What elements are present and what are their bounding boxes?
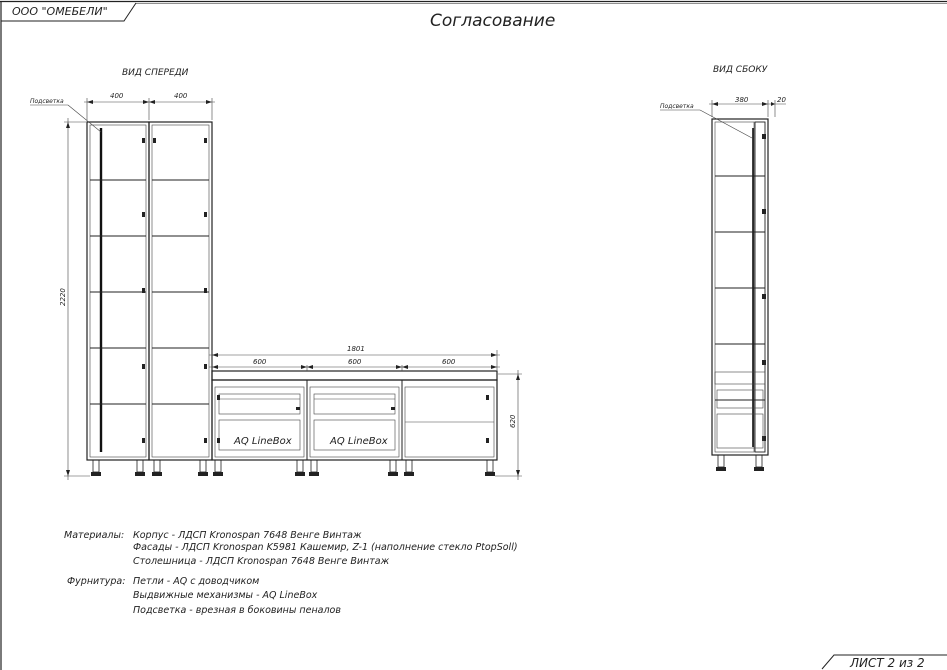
sheet-number: ЛИСТ 2 из 2 [850, 656, 925, 670]
front-dimensions [64, 98, 522, 480]
side-view-label: ВИД СБОКУ [713, 65, 768, 75]
callout-side-light: Подсветка [660, 103, 694, 110]
dim-side-back: 20 [777, 96, 786, 104]
dim-front-col2: 400 [174, 92, 188, 100]
hardware-line-1: Петли - AQ с доводчиком [133, 576, 260, 587]
materials-label: Материалы: [64, 530, 125, 541]
dim-base-seg3: 600 [442, 358, 456, 366]
base-unit-legs [213, 460, 495, 476]
front-view-label: ВИД СПЕРЕДИ [122, 68, 189, 78]
hardware-line-3: Подсветка - врезная в боковины пеналов [133, 605, 341, 616]
materials-line-2: Фасады - ЛДСП Kronospan K5981 Кашемир, Z-1 (наполнение стекло PtopSoll) [133, 542, 518, 553]
specs-block [64, 530, 518, 616]
hardware-line-2: Выдвижные механизмы - AQ LineBox [133, 590, 318, 601]
dim-base-seg2: 600 [348, 358, 362, 366]
drawer-label-1: AQ LineBox [234, 436, 292, 447]
dim-base-total: 1801 [347, 345, 365, 353]
drawer-label-2: AQ LineBox [330, 436, 388, 447]
dim-front-height: 2220 [59, 288, 67, 306]
front-view [30, 92, 522, 480]
dim-front-col1: 400 [110, 92, 124, 100]
side-view [660, 100, 786, 471]
callout-front-light: Подсветка [30, 98, 64, 105]
tall-cabinet-right [149, 122, 212, 460]
tall-cabinet-left [87, 122, 149, 460]
hardware-label: Фурнитура: [67, 576, 126, 587]
front-light-callout [30, 105, 101, 132]
drawing-frame [0, 1, 947, 670]
company-name: ООО "ОМЕБЕЛИ" [12, 5, 108, 18]
countertop [212, 371, 497, 380]
materials-line-1: Корпус - ЛДСП Kronospan 7648 Венге Винтаж [133, 530, 362, 541]
dim-base-seg1: 600 [253, 358, 267, 366]
dim-side-depth: 380 [735, 96, 749, 104]
tall-cabinet-legs [91, 460, 208, 476]
dim-base-height: 620 [509, 414, 517, 428]
materials-line-3: Столешница - ЛДСП Kronospan 7648 Венге Винтаж [133, 556, 390, 567]
page-title: Согласование [430, 11, 556, 31]
